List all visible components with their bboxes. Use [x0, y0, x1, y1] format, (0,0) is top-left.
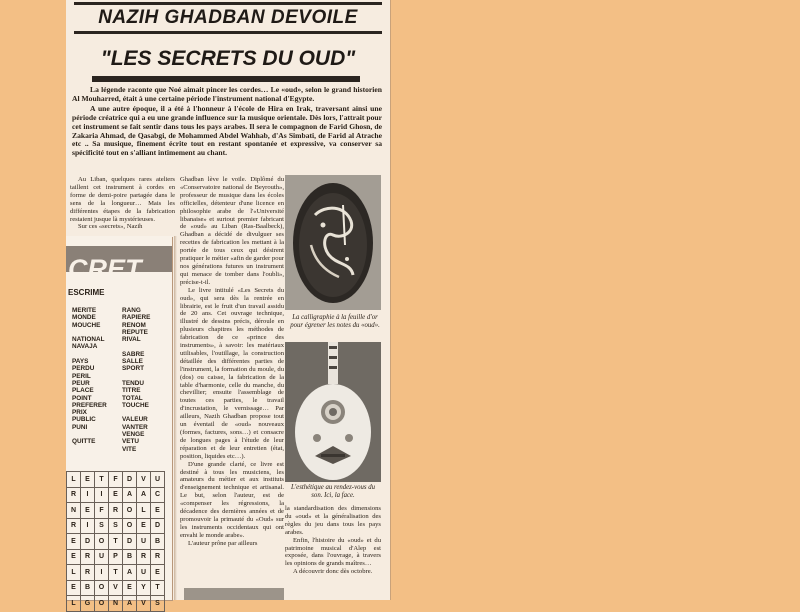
article-title: "LES SECRETS DU OUD" — [100, 47, 356, 70]
grid-cell: Y — [137, 580, 151, 596]
paragraph: Le livre intitulé «Les Secrets du oud», qui sera dès la rentrée en librairie, est le fruit d'un travail assidu de 20 ans. Cet ouvrage technique, illustré de dessins précis, déroule en plusieurs chapitres les méthodes de fabrication de ce «prince des instruments», à savoir: les matériaux utilisables, l'outillage, la construction détaillée des différentes parties de l'instrument, la formation du moule, du (dos) ou caisse, la fabrication de la table d'harmonie, celle du manche, du chevillier; ensuite l'assemblage de toutes ces parties, le travail d'incrustation, le vernissage… Par ailleurs, Nazih Ghadban propose tout un éventail de «oud» nouveaux (formes, factures, sons…) et consacre de longues pages à l'étude de leur réparation et de leur entretien (état, position, liquides etc…). — [180, 286, 284, 460]
paragraph: D'une grande clarté, ce livre est destiné à tous les musiciens, les amateurs du métier et aux instituts d'enseignement technique et artisanal. Le but, selon l'auteur, est de «compenser les régressions, la décadence des dernières années et de promouvoir la primauté du «Oud» sur les instruments occidentaux qui ont envahi le monde arabe». — [180, 460, 284, 539]
grid-cell: I — [95, 487, 109, 503]
grid-cell: B — [123, 549, 137, 565]
word-item: PUBLIC — [72, 416, 96, 424]
grid-cell: A — [123, 487, 137, 503]
grid-row — [67, 534, 165, 550]
lead-paragraph: A une autre époque, il a été à l'honneur à l'école de Hira en Irak, traversant ainsi une période créatrice qui a eu une grande influence sur la musique orientale. Dès lors, l'attrait pour cet instrument se fait sentir dans tous les pays arabes. Il sera le compagnon de Farid Ghosn, de Zakaria Ahmad, de Qasabgi, de Mohammed Abdel Wahhab, d'As Simbati, de Farid al Atrache etc .. Sa musique, finement écrite tout en restant spontanée et expressive, va conserver sa spécificité tout en s'alliant intimement au chant. — [72, 103, 382, 158]
word-item: SALLE — [122, 358, 143, 366]
grid-cell: A — [137, 487, 151, 503]
grid-cell: L — [67, 565, 81, 581]
grid-cell: O — [123, 503, 137, 519]
paragraph: L'auteur prône par ailleurs — [188, 539, 258, 547]
word-item: MERITE — [72, 307, 97, 314]
grid-cell: A — [123, 565, 137, 581]
word-item: PREFERER — [72, 401, 107, 409]
word-item: PLACE — [72, 387, 94, 395]
grid-cell: R — [81, 549, 95, 565]
grid-cell: N — [67, 503, 81, 519]
grid-cell: R — [109, 503, 123, 519]
word-item: PERIL — [72, 372, 91, 380]
grid-cell: E — [123, 580, 137, 596]
grid-cell: E — [151, 565, 165, 581]
word-item: TITRE — [122, 387, 141, 395]
grid-cell: L — [67, 596, 81, 612]
grid-cell: E — [151, 503, 165, 519]
newspaper-clipping — [66, 0, 390, 607]
letter-grid — [66, 471, 165, 612]
paragraph: A découvrir donc dès octobre. — [293, 568, 373, 576]
grid-cell: O — [95, 596, 109, 612]
grid-cell: R — [67, 487, 81, 503]
grid-cell: G — [81, 596, 95, 612]
column-2 — [180, 176, 284, 588]
word-item: PRIX — [72, 409, 87, 417]
grid-cell: F — [95, 503, 109, 519]
word-item: VANTER — [122, 423, 148, 431]
grid-cell: E — [67, 534, 81, 550]
grid-cell: O — [95, 534, 109, 550]
word-item: PERDU — [72, 365, 95, 373]
word-item — [122, 343, 172, 350]
column-3 — [285, 505, 381, 595]
word-item: PEUR — [72, 379, 90, 387]
photo-caption: La calligraphie à la feuille d'or pour égrener les notes du «oud». — [290, 314, 380, 329]
word-item: RENOM — [122, 321, 146, 329]
word-item: VITE — [122, 445, 137, 453]
grid-cell: T — [109, 534, 123, 550]
word-item: RAPIERE — [122, 314, 151, 322]
word-item: RANG — [122, 307, 141, 314]
grid-cell: I — [81, 518, 95, 534]
grid-cell: E — [67, 549, 81, 565]
grid-cell: E — [109, 487, 123, 503]
grid-row — [67, 487, 165, 503]
grid-cell: D — [81, 534, 95, 550]
grid-cell: S — [95, 518, 109, 534]
word-item: TOUCHE — [122, 401, 149, 409]
word-item: RIVAL — [122, 336, 141, 344]
grid-cell: O — [123, 518, 137, 534]
word-item — [72, 431, 120, 438]
grid-cell: R — [151, 549, 165, 565]
grid-cell: V — [109, 580, 123, 596]
grid-cell: R — [81, 565, 95, 581]
word-item: SABRE — [122, 350, 145, 358]
grid-cell: U — [137, 565, 151, 581]
grid-cell: E — [81, 472, 95, 488]
word-item: REPUTE — [122, 328, 148, 336]
grid-cell: U — [95, 549, 109, 565]
word-item: MOUCHE — [72, 321, 101, 329]
word-item: TOTAL — [122, 394, 143, 402]
oud-photo — [285, 342, 381, 482]
rule-top — [74, 2, 382, 5]
word-item: NAVAJA — [72, 343, 98, 351]
lead-paragraph: La légende raconte que Noé aimait pincer les cordes… Le «oud», selon le grand historien Al Mouharred, était à une certaine période l'instrument national d'Egypte. — [72, 85, 382, 103]
word-item: POINT — [72, 394, 92, 402]
puzzle-heading: CRET — [68, 254, 142, 284]
grid-cell: B — [151, 534, 165, 550]
word-item: MONDE — [72, 314, 96, 322]
grid-row — [67, 565, 165, 581]
paragraph: la standardisation des dimensions du «oud» et la généralisation des règles du jeu dans tous les pays arabes. — [285, 505, 381, 536]
column-1 — [70, 176, 175, 232]
grid-cell: S — [109, 518, 123, 534]
grid-cell: O — [95, 580, 109, 596]
grid-cell: B — [81, 580, 95, 596]
grid-cell: V — [137, 596, 151, 612]
photo-strip — [184, 588, 284, 600]
word-item: VALEUR — [122, 416, 148, 424]
word-list-right — [122, 307, 172, 453]
grid-cell: P — [109, 549, 123, 565]
lead-paragraphs — [72, 86, 382, 159]
calligraphy-photo — [285, 175, 381, 310]
paragraph: Au Liban, quelques rares ateliers taillent cet instrument à cordes en forme de demi-poire partagée dans le sens de la longueur… Mais les différentes étapes de la fabrication restaient jusque là mystérieuses. — [70, 176, 175, 223]
grid-cell: R — [137, 549, 151, 565]
grid-cell: T — [95, 472, 109, 488]
word-item — [122, 409, 172, 416]
paper-fold — [174, 236, 177, 600]
grid-cell: L — [137, 503, 151, 519]
puzzle-subheading: ESCRIME — [68, 288, 105, 297]
word-item: NATIONAL — [72, 336, 105, 344]
grid-cell: T — [109, 565, 123, 581]
paragraph: Sur ces «secrets», Nazih — [78, 223, 143, 231]
grid-cell: L — [67, 472, 81, 488]
word-item — [72, 329, 120, 336]
grid-cell: D — [151, 518, 165, 534]
grid-cell: A — [123, 596, 137, 612]
paragraph: Enfin, l'histoire du «oud» et du patrimoine musical d'Alep est exposée, dans l'ouvrage, à travers les opinions de grands maîtres… — [285, 536, 381, 568]
word-search-clipping — [66, 236, 172, 607]
rule-thick — [92, 76, 360, 82]
grid-row — [67, 580, 165, 596]
rule — [74, 31, 382, 34]
grid-cell: T — [151, 580, 165, 596]
grid-cell: U — [151, 472, 165, 488]
word-item: VENGE — [122, 431, 145, 439]
grid-cell: V — [137, 472, 151, 488]
grid-cell: F — [109, 472, 123, 488]
grid-cell: D — [123, 534, 137, 550]
grid-row — [67, 596, 165, 612]
word-item: VETU — [122, 438, 140, 446]
grid-cell: R — [67, 518, 81, 534]
word-list-left — [72, 307, 120, 446]
grid-row — [67, 472, 165, 488]
grid-cell: S — [151, 596, 165, 612]
word-item: PUNI — [72, 423, 88, 431]
word-item — [72, 351, 120, 358]
paragraph: Ghadban lève le voile. Diplômé du «Conservatoire national de Beyrouth», professeur de musique dans les écoles officielles, détenteur d'une licence en philosophie arabe de l'«Université libanaise» et surtout premier fabricant de «oud» au Liban (Ras-Baalbeck), Ghadban a décidé de divulguer ses recettes de fabrication les mettant à la portée de tous ceux qui désirent pratiquer le métier «afin de garder pour nos générations futures un instrument qui menace de tomber dans l'oubli», précise-t-il. — [180, 176, 284, 286]
grid-cell: E — [137, 518, 151, 534]
grid-cell: N — [109, 596, 123, 612]
grid-cell: E — [81, 503, 95, 519]
puzzle-banner — [66, 246, 172, 284]
word-item — [122, 373, 172, 380]
grid-cell: E — [67, 580, 81, 596]
word-item: TENDU — [122, 379, 145, 387]
grid-cell: I — [95, 565, 109, 581]
headline: NAZIH GHADBAN DEVOILE — [98, 7, 358, 28]
grid-cell: U — [137, 534, 151, 550]
photo-caption: L'esthétique au rendez-vous du son. Ici, la face. — [290, 484, 376, 499]
word-item: SPORT — [122, 365, 145, 373]
grid-row — [67, 518, 165, 534]
grid-row — [67, 503, 165, 519]
grid-row — [67, 549, 165, 565]
grid-cell: I — [81, 487, 95, 503]
grid-cell: D — [123, 472, 137, 488]
grid-cell: C — [151, 487, 165, 503]
word-item: PAYS — [72, 358, 89, 366]
word-item: QUITTE — [72, 438, 96, 446]
